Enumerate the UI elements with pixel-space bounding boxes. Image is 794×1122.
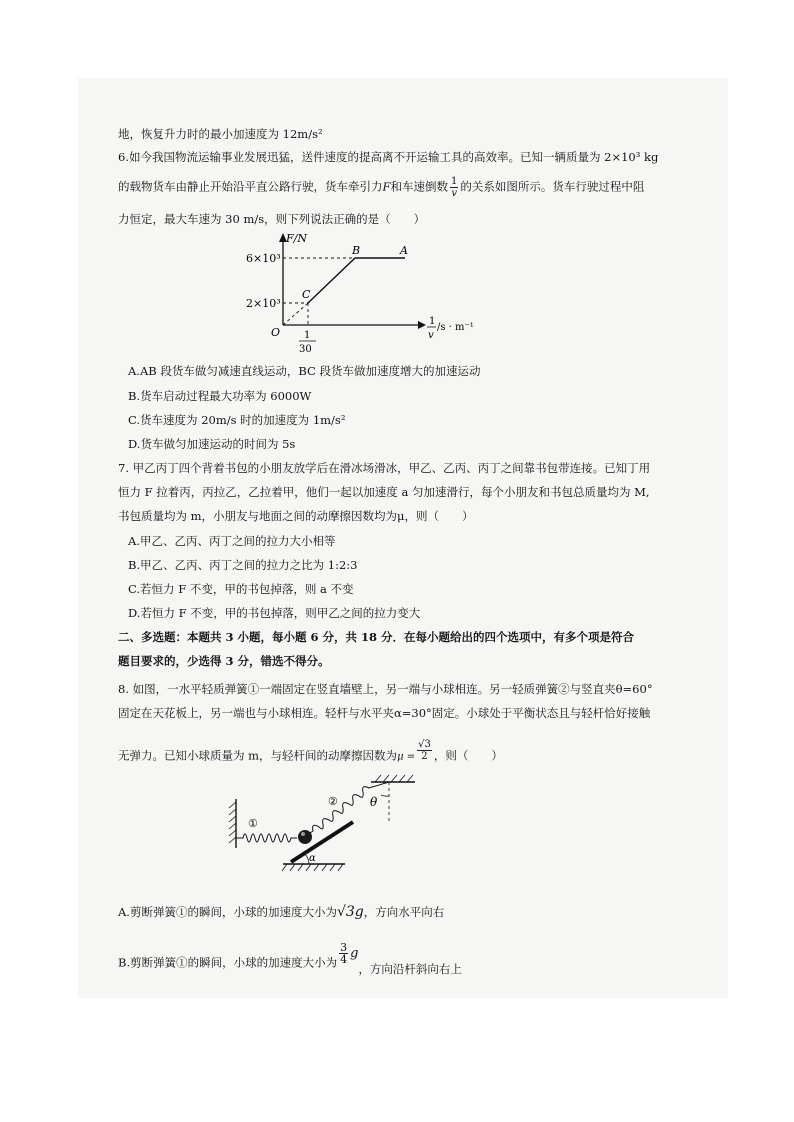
point-b-label: B	[352, 244, 361, 257]
q6-frac-den: v	[451, 188, 457, 199]
q6-line-2-c: 的关系如图所示。货车行驶过程中阻	[460, 179, 645, 194]
q6-line-2-b: 和车速倒数	[390, 179, 448, 194]
q6-force-symbol: F	[382, 179, 391, 194]
x-axis-unit: /s · m⁻¹	[437, 322, 474, 333]
spring-1	[236, 834, 297, 842]
y-tick-low: 2×10³	[246, 297, 281, 310]
q8-mu-num: √3	[418, 739, 431, 750]
q8-option-b-den: 4	[340, 953, 348, 966]
ball-highlight	[301, 832, 305, 836]
q8-option-b-num: 3	[340, 941, 348, 954]
y-tick-high: 6×10³	[246, 252, 281, 265]
x-axis-num: 1	[429, 316, 436, 327]
q8-line-3	[118, 739, 503, 768]
q7-option-c: C.若恒力 F 不变，甲的书包掉落，则 a 不变	[128, 582, 354, 596]
q8-spring-figure	[225, 772, 425, 876]
section-2-heading-line-2: 题目要求的，少选得 3 分，错选不得分。	[118, 654, 330, 668]
wall-hatch	[229, 802, 236, 843]
q8-line-3-b: ，则（ ）	[433, 748, 503, 763]
origin-to-c-dashed	[283, 303, 308, 325]
theta-label: θ	[370, 795, 378, 809]
y-axis-label: F/N	[286, 232, 307, 245]
q6-line-3: 力恒定，最大车速为 30 m/s，则下列说法正确的是（ ）	[118, 212, 426, 226]
q8-mu-label: μ =	[397, 751, 416, 763]
q6-line-1: 6.如今我国物流运输事业发展迅猛，送件速度的提高离不开运输工具的高效率。已知一辆质量为 2×10³ kg	[118, 150, 659, 164]
q8-line-1: 8. 如图，一水平轻质弹簧①一端固定在竖直墙壁上，另一端与小球相连。另一轻质弹簧②与竖直夹θ=60°	[118, 682, 653, 696]
q8-option-a	[118, 905, 444, 919]
x-axis-den: v	[428, 330, 434, 341]
q6-line-2-a: 的载物货车由静止开始沿平直公路行驶，货车牵引力	[118, 179, 383, 194]
q8-mu-den: 2	[421, 751, 428, 762]
previous-question-tail: 地，恢复升力时的最小加速度为 12m/s²	[118, 127, 323, 141]
q6-line-2	[118, 176, 644, 199]
q6-force-graph	[240, 228, 490, 358]
q6-inverse-speed-fraction	[450, 176, 458, 199]
q6-option-a: A.AB 段货车做匀减速直线运动，BC 段货车做加速度增大的加速运动	[128, 364, 481, 378]
x-tick-den: 30	[299, 344, 312, 355]
alpha-label: α	[309, 853, 316, 864]
x-axis-arrow	[418, 321, 426, 329]
q7-line-3: 书包质量均为 m，小朋友与地面之间的动摩擦因数均为μ，则（ ）	[118, 509, 474, 523]
q6-option-d: D.货车做匀加速运动的时间为 5s	[128, 437, 296, 451]
q7-line-2: 恒力 F 拉着丙，丙拉乙，乙拉着甲，他们一起以加速度 a 匀加速滑行，每个小朋友和书包总质量均为 M,	[118, 485, 650, 499]
q6-option-b: B.货车启动过程最大功率为 6000W	[128, 389, 312, 403]
q8-mu-fraction	[417, 739, 432, 762]
theta-arc	[381, 795, 389, 796]
q7-line-1: 7. 甲乙丙丁四个背着书包的小朋友放学后在滑冰场滑冰，甲乙、乙丙、丙丁之间靠书包带连接。已知丁用	[118, 461, 651, 475]
point-c-label: C	[302, 288, 311, 301]
q8-option-a-text: A.剪断弹簧①的瞬间，小球的加速度大小为	[118, 905, 337, 919]
q8-option-b-direction: ，方向沿杆斜向右上	[358, 961, 462, 976]
q7-option-d: D.若恒力 F 不变，甲的书包掉落，则甲乙之间的拉力变大	[128, 606, 421, 620]
origin-label: O	[271, 326, 281, 339]
q8-option-b-fraction	[339, 942, 348, 965]
q8-option-a-value: √3g	[336, 904, 364, 920]
q7-option-a: A.甲乙、乙丙、丙丁之间的拉力大小相等	[128, 534, 336, 548]
spring-2-label: ②	[328, 795, 338, 808]
force-curve	[308, 258, 405, 303]
ground-hatch	[282, 864, 343, 871]
q8-option-b-g: g	[350, 945, 359, 961]
section-2-heading-line-1: 二、多选题：本题共 3 小题，每小题 6 分，共 18 分．在每小题给出的四个选项中，有多个项是符合	[118, 630, 635, 644]
ceiling-hatch	[375, 775, 413, 782]
q6-option-c: C.货车速度为 20m/s 时的加速度为 1m/s²	[128, 413, 346, 427]
x-tick-num: 1	[304, 330, 311, 341]
spring-1-label: ①	[248, 817, 258, 830]
q8-option-b	[118, 941, 462, 976]
q8-option-a-direction: ，方向水平向右	[363, 905, 445, 919]
q6-frac-num: 1	[450, 176, 458, 187]
point-a-label: A	[400, 244, 408, 257]
q8-line-3-a: 无弹力。已知小球质量为 m，与轻杆间的动摩擦因数为	[118, 748, 398, 763]
ball	[298, 830, 312, 844]
q7-option-b: B.甲乙、乙丙、丙丁之间的拉力之比为 1:2:3	[128, 558, 358, 572]
q8-line-2: 固定在天花板上，另一端也与小球相连。轻杆与水平夹α=30°固定。小球处于平衡状态且与轻杆恰好接触	[118, 706, 651, 720]
q8-option-b-text: B.剪断弹簧①的瞬间，小球的加速度大小为	[118, 955, 338, 970]
